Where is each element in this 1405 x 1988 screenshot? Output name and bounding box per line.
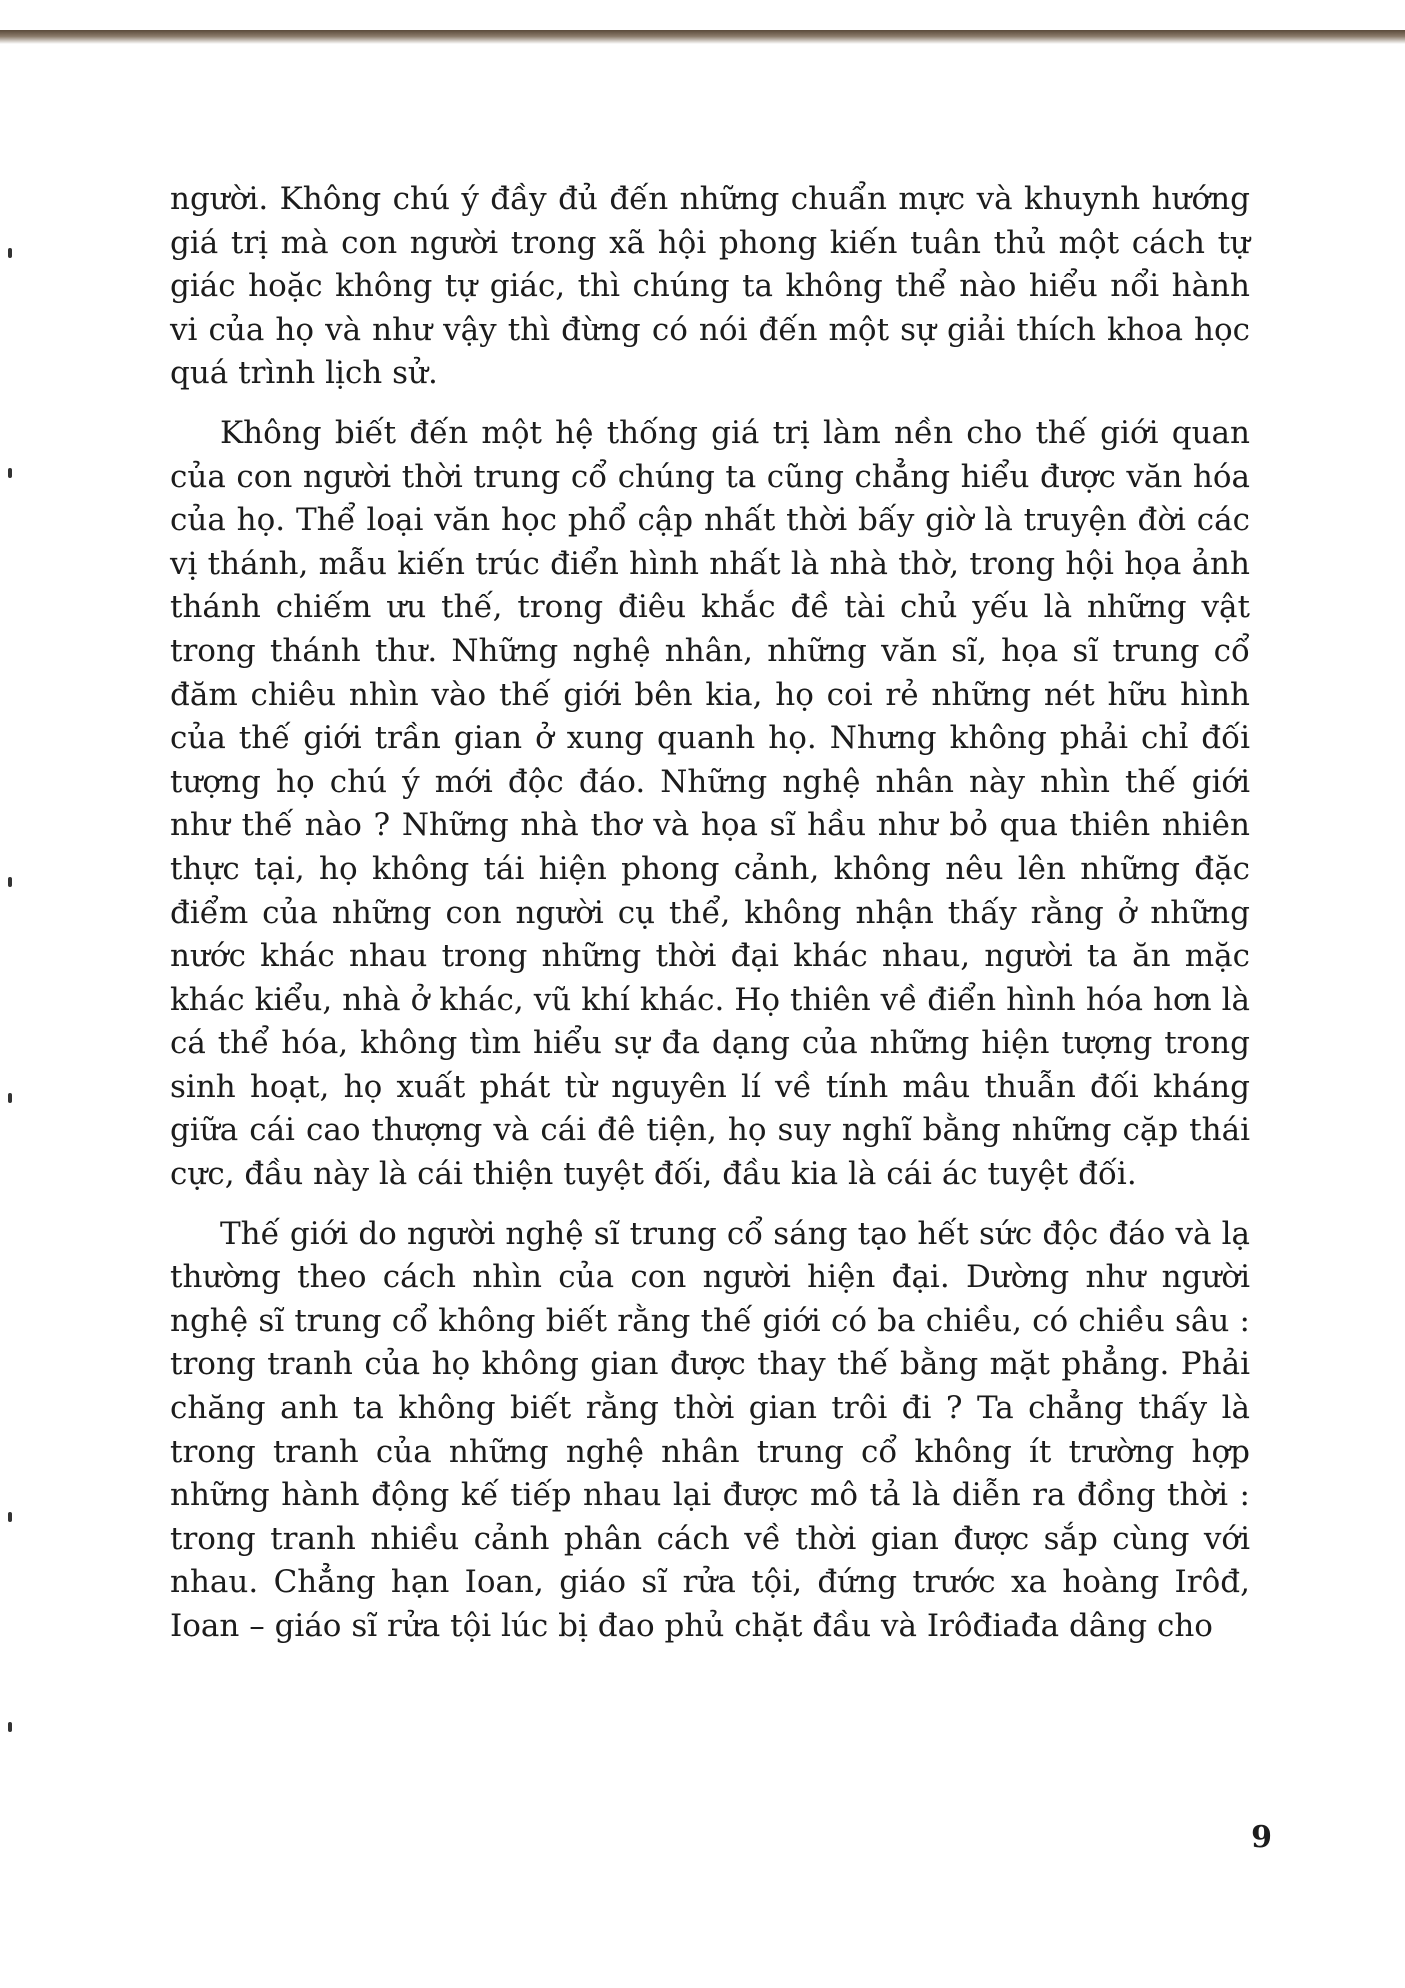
paragraph: Thế giới do người nghệ sĩ trung cổ sáng tạo hết sức độc đáo và lạ thường theo cách nhìn của con người hiện đại. Dường như người nghệ sĩ trung cổ không biết rằng thế giới có ba chiều, có chiều sâu : trong tranh của họ không gian được thay thế bằng mặt phẳng. Phải chăng anh ta không biết rằng thời gian trôi đi ? Ta chẳng thấy là trong tranh của những nghệ nhân trung cổ không ít trường hợp những hành động kế tiếp nhau lại được mô tả là diễn ra đồng thời : trong tranh nhiều cảnh phân cách về thời gian được sắp cùng với nhau. Chẳng hạn Ioan, giáo sĩ rửa tội, đứng trước xa hoàng Irôđ, Ioan – giáo sĩ rửa tội lúc bị đao phủ chặt đầu và Irôđiađa dâng cho <box>170 1215 1250 1644</box>
paragraph: người. Không chú ý đầy đủ đến những chuẩn mực và khuynh hướng giá trị mà con người trong xã hội phong kiến tuân thủ một cách tự giác hoặc không tự giác, thì chúng ta không thể nào hiểu nổi hành vi của họ và như vậy thì đừng có nói đến một sự giải thích khoa học quá trình lịch sử. <box>170 181 1250 392</box>
margin-mark <box>8 248 12 258</box>
page-number: 9 <box>1251 1820 1272 1855</box>
margin-mark <box>8 1512 12 1522</box>
paragraph: Không biết đến một hệ thống giá trị làm nền cho thế giới quan của con người thời trung cổ chúng ta cũng chẳng hiểu được văn hóa của họ. Thể loại văn học phổ cập nhất thời bấy giờ là truyện đời các vị thánh, mẫu kiến trúc điển hình nhất là nhà thờ, trong hội họa ảnh thánh chiếm ưu thế, trong điêu khắc đề tài chủ yếu là những vật trong thánh thư. Những nghệ nhân, những văn sĩ, họa sĩ trung cổ đăm chiêu nhìn vào thế giới bên kia, họ coi rẻ những nét hữu hình của thế giới trần gian ở xung quanh họ. Nhưng không phải chỉ đối tượng họ chú ý mới độc đáo. Những nghệ nhân này nhìn thế giới như thế nào ? Những nhà thơ và họa sĩ hầu như bỏ qua thiên nhiên thực tại, họ không tái hiện phong cảnh, không nêu lên những đặc điểm của những con người cụ thể, không nhận thấy rằng ở những nước khác nhau trong những thời đại khác nhau, người ta ăn mặc khác kiểu, nhà ở khác, vũ khí khác. Họ thiên về điển hình hóa hơn là cá thể hóa, không tìm hiểu sự đa dạng của những hiện tượng trong sinh hoạt, họ xuất phát từ nguyên lí về tính mâu thuẫn đối kháng giữa cái cao thượng và cái đê tiện, họ suy nghĩ bằng những cặp thái cực, đầu này là cái thiện tuyệt đối, đầu kia là cái ác tuyệt đối. <box>170 414 1250 1193</box>
margin-mark <box>8 468 12 478</box>
margin-mark <box>8 1093 12 1103</box>
margin-mark <box>8 877 12 887</box>
margin-mark <box>8 1722 12 1732</box>
scan-top-edge <box>0 30 1405 44</box>
page-body <box>170 178 1250 1665</box>
